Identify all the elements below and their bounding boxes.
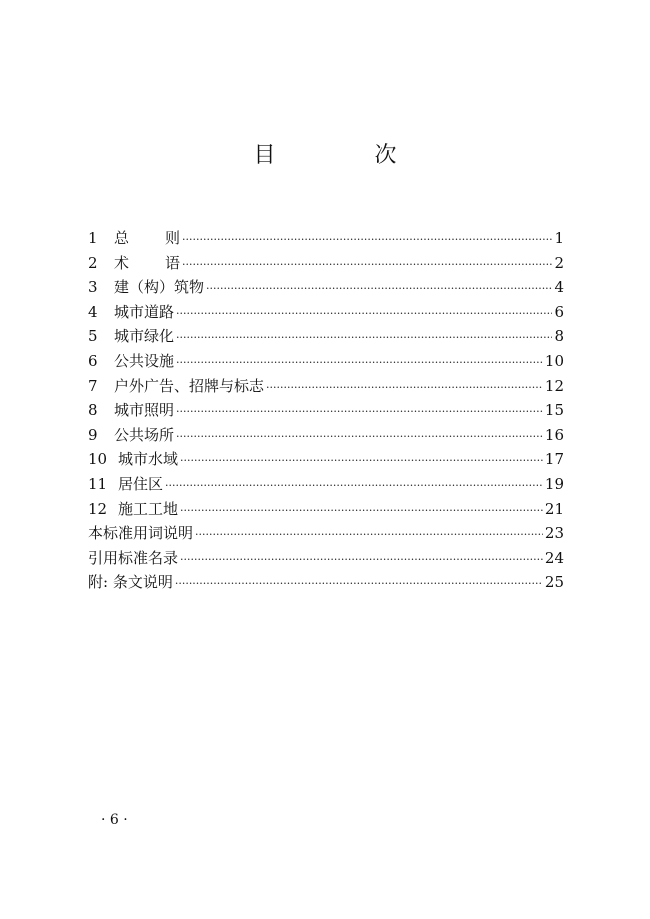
toc-entry-12[interactable] xyxy=(88,497,564,522)
toc-leader-dots xyxy=(266,376,543,401)
toc-label: 城市水域 xyxy=(118,450,179,469)
toc-leader-dots xyxy=(176,425,543,450)
toc-leader-dots xyxy=(180,449,543,474)
toc-label-part: 则 xyxy=(164,229,180,247)
toc-number: 6 xyxy=(88,351,98,370)
toc-leader-dots xyxy=(165,474,543,499)
toc-label: 施工工地 xyxy=(118,499,179,518)
toc-leader-dots xyxy=(206,277,552,302)
toc-page-number: 8 xyxy=(554,327,564,346)
toc-page-number: 23 xyxy=(544,524,564,543)
toc-label: 城市照明 xyxy=(114,401,175,420)
toc-label xyxy=(114,226,180,251)
toc-entry-appendix[interactable] xyxy=(88,570,564,595)
toc-entry-11[interactable] xyxy=(88,472,564,497)
toc-number: 5 xyxy=(88,327,98,346)
toc-number: 4 xyxy=(88,302,98,321)
toc-page-number: 21 xyxy=(544,499,564,518)
toc-number: 11 xyxy=(88,474,108,493)
toc-number: 8 xyxy=(88,401,98,420)
toc-number: 3 xyxy=(88,278,98,297)
toc-entry-1[interactable] xyxy=(88,226,564,251)
toc-number: 1 xyxy=(88,229,98,247)
toc-label: 附: 条文说明 xyxy=(88,573,173,592)
toc-label-part: 语 xyxy=(164,253,180,272)
toc-entry-5[interactable] xyxy=(88,324,564,349)
table-of-contents xyxy=(88,226,564,595)
toc-label: 建（构）筑物 xyxy=(114,278,205,297)
toc-label-part: 总 xyxy=(114,229,130,247)
toc-leader-dots xyxy=(180,499,543,524)
toc-number: 9 xyxy=(88,425,98,444)
toc-page-number: 17 xyxy=(544,450,564,469)
toc-entry-4[interactable] xyxy=(88,300,564,325)
toc-page-number: 12 xyxy=(544,376,564,395)
toc-leader-dots xyxy=(176,302,552,327)
toc-leader-dots xyxy=(195,523,543,548)
toc-page-number: 10 xyxy=(544,351,564,370)
toc-entry-7[interactable] xyxy=(88,374,564,399)
toc-entry-8[interactable] xyxy=(88,398,564,423)
toc-label: 城市绿化 xyxy=(114,327,175,346)
toc-label: 公共设施 xyxy=(114,351,175,370)
toc-page-number: 6 xyxy=(554,302,564,321)
toc-number: 2 xyxy=(88,253,98,272)
toc-label-part: 术 xyxy=(114,253,130,272)
toc-page-number: 24 xyxy=(544,548,564,567)
toc-entry-2[interactable] xyxy=(88,251,564,276)
toc-label: 本标准用词说明 xyxy=(88,524,194,543)
toc-entry-10[interactable] xyxy=(88,447,564,472)
toc-label: 居住区 xyxy=(118,474,164,493)
toc-number: 12 xyxy=(88,499,108,518)
toc-page-number: 15 xyxy=(544,401,564,420)
page-title: 目 次 xyxy=(253,143,443,168)
toc-leader-dots xyxy=(182,228,552,253)
toc-entry-9[interactable] xyxy=(88,423,564,448)
toc-entry-3[interactable] xyxy=(88,275,564,300)
toc-entry-standard-wording[interactable] xyxy=(88,521,564,546)
toc-leader-dots xyxy=(176,351,543,376)
toc-number: 7 xyxy=(88,376,98,395)
toc-leader-dots xyxy=(180,548,543,573)
toc-label: 城市道路 xyxy=(114,302,175,321)
toc-leader-dots xyxy=(176,326,552,351)
toc-page-number: 25 xyxy=(544,573,564,592)
toc-label: 公共场所 xyxy=(114,425,175,444)
toc-leader-dots xyxy=(176,400,543,425)
toc-number: 10 xyxy=(88,450,108,469)
toc-label: 户外广告、招牌与标志 xyxy=(114,376,265,395)
page-number: · 6 · xyxy=(101,812,128,828)
toc-entry-6[interactable] xyxy=(88,349,564,374)
toc-leader-dots xyxy=(175,572,543,597)
toc-entry-cited-standards[interactable] xyxy=(88,546,564,571)
toc-page-number: 2 xyxy=(554,253,564,272)
toc-leader-dots xyxy=(182,253,552,278)
toc-page-number: 19 xyxy=(544,474,564,493)
toc-page-number: 16 xyxy=(544,425,564,444)
toc-page-number: 4 xyxy=(554,278,564,297)
toc-label: 引用标准名录 xyxy=(88,548,179,567)
toc-label xyxy=(114,251,180,276)
toc-page-number: 1 xyxy=(554,229,564,247)
